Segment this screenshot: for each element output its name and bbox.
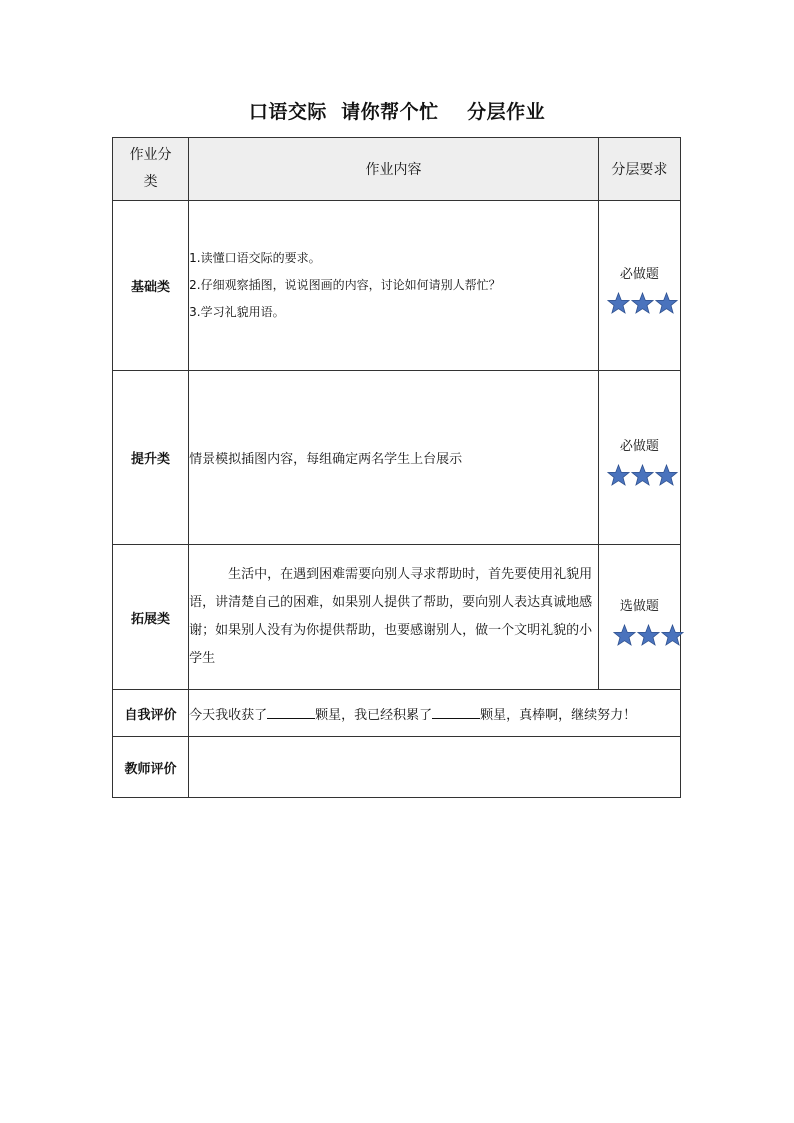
header-category: 作业分类 <box>113 138 189 201</box>
content-extended: 生活中，在遇到困难需要向别人寻求帮助时，首先要使用礼貌用语，讲清楚自己的困难，如果别人提供了帮助，要向别人表达真诚地感谢；如果别人没有为你提供帮助，也要感谢别人，做一个文明礼貌的小学生 <box>189 545 599 690</box>
self-eval-content <box>189 690 681 737</box>
table-header-row <box>113 138 681 201</box>
category-basic: 基础类 <box>113 201 189 371</box>
star-icon <box>655 292 678 314</box>
category-teacher-eval: 教师评价 <box>113 737 189 798</box>
table-row-self-eval <box>113 690 681 737</box>
header-content: 作业内容 <box>189 138 599 201</box>
table-row-advanced <box>113 371 681 545</box>
content-item: 2.仔细观察插图，说说图画的内容，讨论如何请别人帮忙？ <box>189 278 501 292</box>
star-icon <box>655 464 678 486</box>
category-self-eval: 自我评价 <box>113 690 189 737</box>
table-row-teacher-eval <box>113 737 681 798</box>
level-extended <box>598 545 680 690</box>
self-eval-text-1: 今天我收获了 <box>189 707 268 723</box>
table-row-extended <box>113 545 681 690</box>
star-icon <box>607 292 630 314</box>
level-basic <box>598 201 680 371</box>
teacher-eval-content[interactable] <box>189 737 681 798</box>
level-label: 必做题 <box>619 267 659 282</box>
content-basic <box>189 201 599 371</box>
star-icon <box>637 624 660 646</box>
content-advanced: 情景模拟插图内容，每组确定两名学生上台展示 <box>189 371 599 545</box>
content-item: 1.读懂口语交际的要求。 <box>189 251 321 265</box>
stars-total-blank[interactable] <box>432 708 480 719</box>
self-eval-text-2: 颗星，我已经积累了 <box>315 707 433 723</box>
page-title: 口语交际 请你帮个忙 分层作业 <box>248 101 546 123</box>
level-advanced <box>598 371 680 545</box>
table-row-basic <box>113 201 681 371</box>
header-level: 分层要求 <box>598 138 680 201</box>
star-rating <box>599 464 680 486</box>
star-icon <box>631 464 654 486</box>
self-eval-text-3: 颗星，真棒啊，继续努力！ <box>480 707 637 723</box>
star-rating <box>599 624 680 646</box>
stars-earned-blank[interactable] <box>267 708 315 719</box>
category-extended: 拓展类 <box>113 545 189 690</box>
content-item: 3.学习礼貌用语。 <box>189 305 285 319</box>
category-advanced: 提升类 <box>113 371 189 545</box>
star-icon <box>607 464 630 486</box>
star-icon <box>631 292 654 314</box>
star-icon <box>661 624 684 646</box>
homework-table <box>112 137 681 798</box>
level-label: 选做题 <box>619 598 659 614</box>
level-label: 必做题 <box>619 439 659 454</box>
star-rating <box>599 292 680 314</box>
star-icon <box>613 624 636 646</box>
